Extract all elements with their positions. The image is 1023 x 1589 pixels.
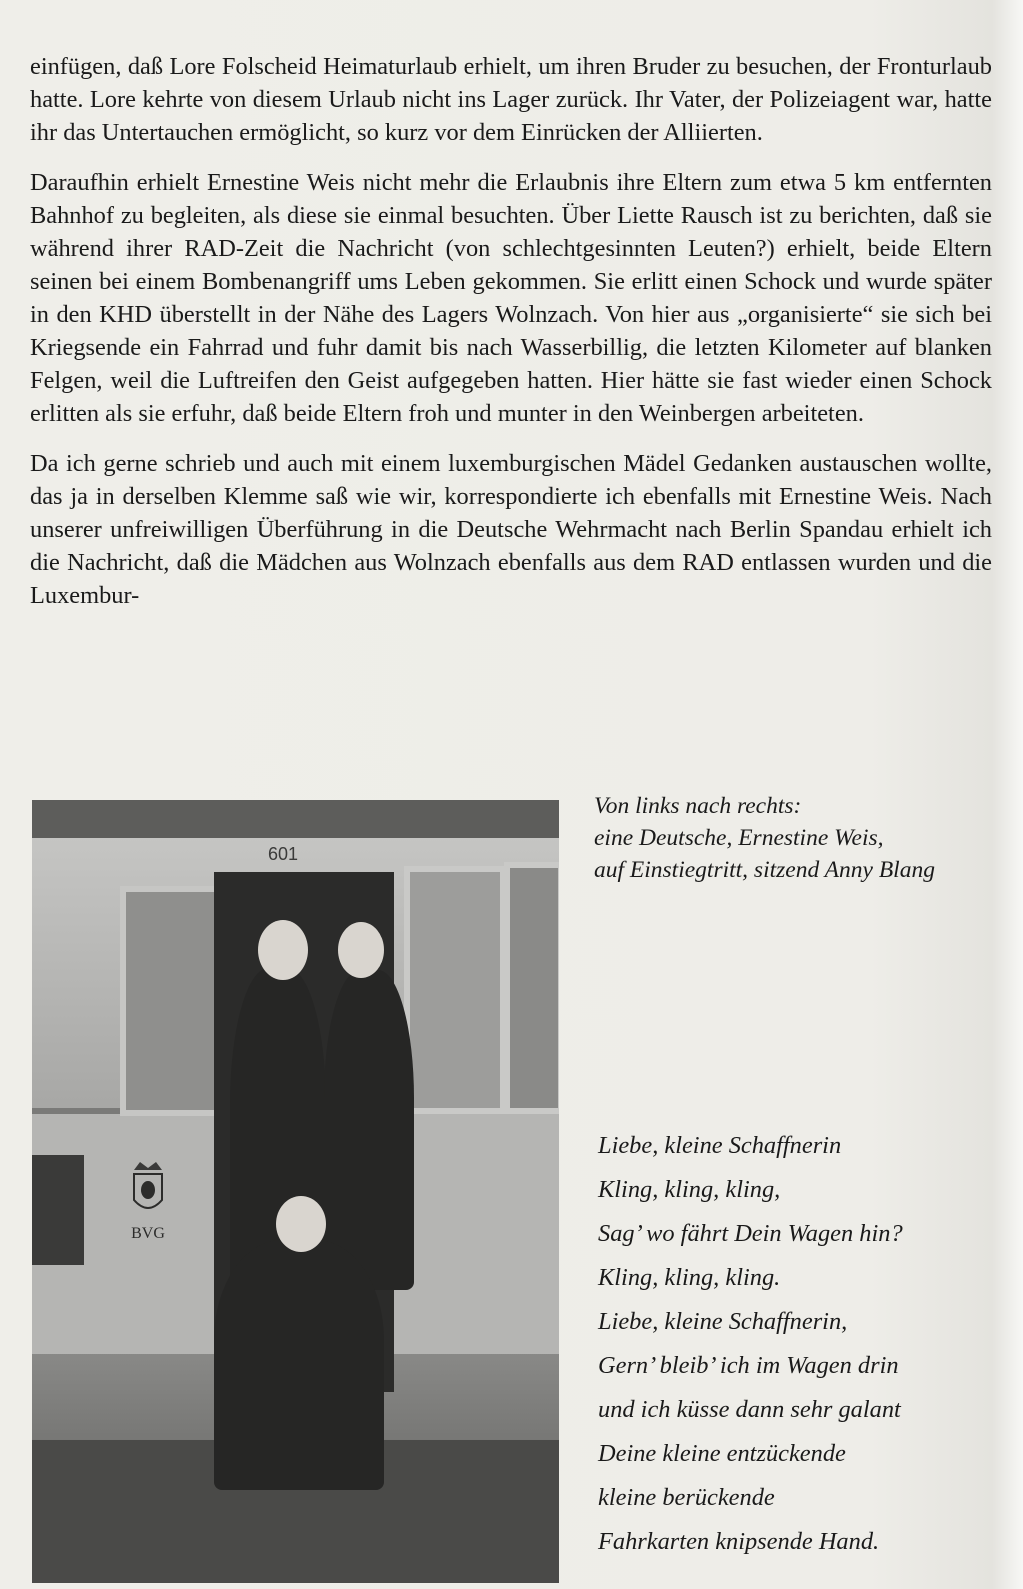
caption-line: eine Deutsche, Ernestine Weis, xyxy=(594,825,884,851)
tram-number-plate: 601 xyxy=(268,844,299,864)
poem-line: Fahrkarten knipsende Hand. xyxy=(598,1528,880,1555)
face xyxy=(338,922,384,978)
poem-line: und ich küsse dann sehr galant xyxy=(598,1396,901,1423)
tram-photograph xyxy=(32,800,559,1583)
poem-line: Gern’ bleib’ ich im Wagen drin xyxy=(598,1352,899,1379)
tram-window xyxy=(504,862,559,1114)
caption-line: Von links nach rechts: xyxy=(594,793,802,819)
face xyxy=(276,1196,326,1252)
poem-line: Deine kleine entzückende xyxy=(598,1440,846,1467)
poem-line: Liebe, kleine Schaffnerin xyxy=(598,1132,842,1159)
tram-window xyxy=(404,866,506,1114)
poem-line: Kling, kling, kling, xyxy=(598,1176,781,1203)
tram-window xyxy=(120,886,220,1116)
paragraph: Daraufhin erhielt Ernestine Weis nicht mehr die Erlaubnis ihre Eltern zum etwa 5 km entfernten Bahnhof zu begleiten, als diese sie einmal besuchten. Über Liette Rausch ist zu berichten, daß sie während ihrer RAD-Zeit die Nachricht (von schlechtgesinnten Leuten?) erhielt, beide Eltern seinen bei einem Bombenangriff ums Leben gekommen. Sie erlitt einen Schock und wurde später in den KHD überstellt in der Nähe des Lagers Wolnzach. Von hier aus „organisierte“ sie sich bei Kriegsende ein Fahrrad und fuhr damit bis nach Wasserbillig, die letzten Kilometer auf blanken Felgen, weil die Luftreifen den Geist aufgegeben hatten. Hier hätte sie fast wieder einen Schock erlitten als sie erfuhr, daß beide Eltern froh und munter in den Weinbergen arbeiteten. xyxy=(30,169,992,427)
face xyxy=(258,920,308,980)
poem-line: kleine berückende xyxy=(598,1484,775,1511)
bear-shield-icon xyxy=(128,1160,168,1220)
paragraph: einfügen, daß Lore Folscheid Heimaturlaub erhielt, um ihren Bruder zu besuchen, der Fronturlaub hatte. Lore kehrte von diesem Urlaub nicht ins Lager zurück. Ihr Vater, der Polizeiagent war, hatte ihr das Untertauchen ermöglicht, so kurz vor dem Einrücken der Alliierten. xyxy=(30,53,992,146)
berlin-bear-crest xyxy=(128,1160,168,1250)
photo-caption xyxy=(594,790,1014,886)
woman-seated xyxy=(214,1240,384,1490)
body-text xyxy=(30,50,992,629)
caption-line: auf Einstiegtritt, sitzend Anny Blang xyxy=(594,857,935,883)
poem-line: Kling, kling, kling. xyxy=(598,1264,781,1291)
paragraph: Da ich gerne schrieb und auch mit einem luxemburgischen Mädel Gedanken austauschen wollte, das ja in derselben Klemme saß wie wir, korrespondierte ich ebenfalls mit Ernestine Weis. Nach unserer unfreiwilligen Überführung in die Deutsche Wehrmacht nach Berlin Spandau erhielt ich die Nachricht, daß die Mädchen aus Wolnzach ebenfalls aus dem RAD entlassen wurden und die Luxembur- xyxy=(30,450,992,609)
tram-roof xyxy=(32,800,559,838)
poem-line: Sag’ wo fährt Dein Wagen hin? xyxy=(598,1220,903,1247)
crest-label: BVG xyxy=(131,1225,165,1242)
tram-panel xyxy=(32,1155,84,1265)
poem xyxy=(598,1124,1018,1564)
woman-right xyxy=(324,970,414,1290)
poem-line: Liebe, kleine Schaffnerin, xyxy=(598,1308,848,1335)
